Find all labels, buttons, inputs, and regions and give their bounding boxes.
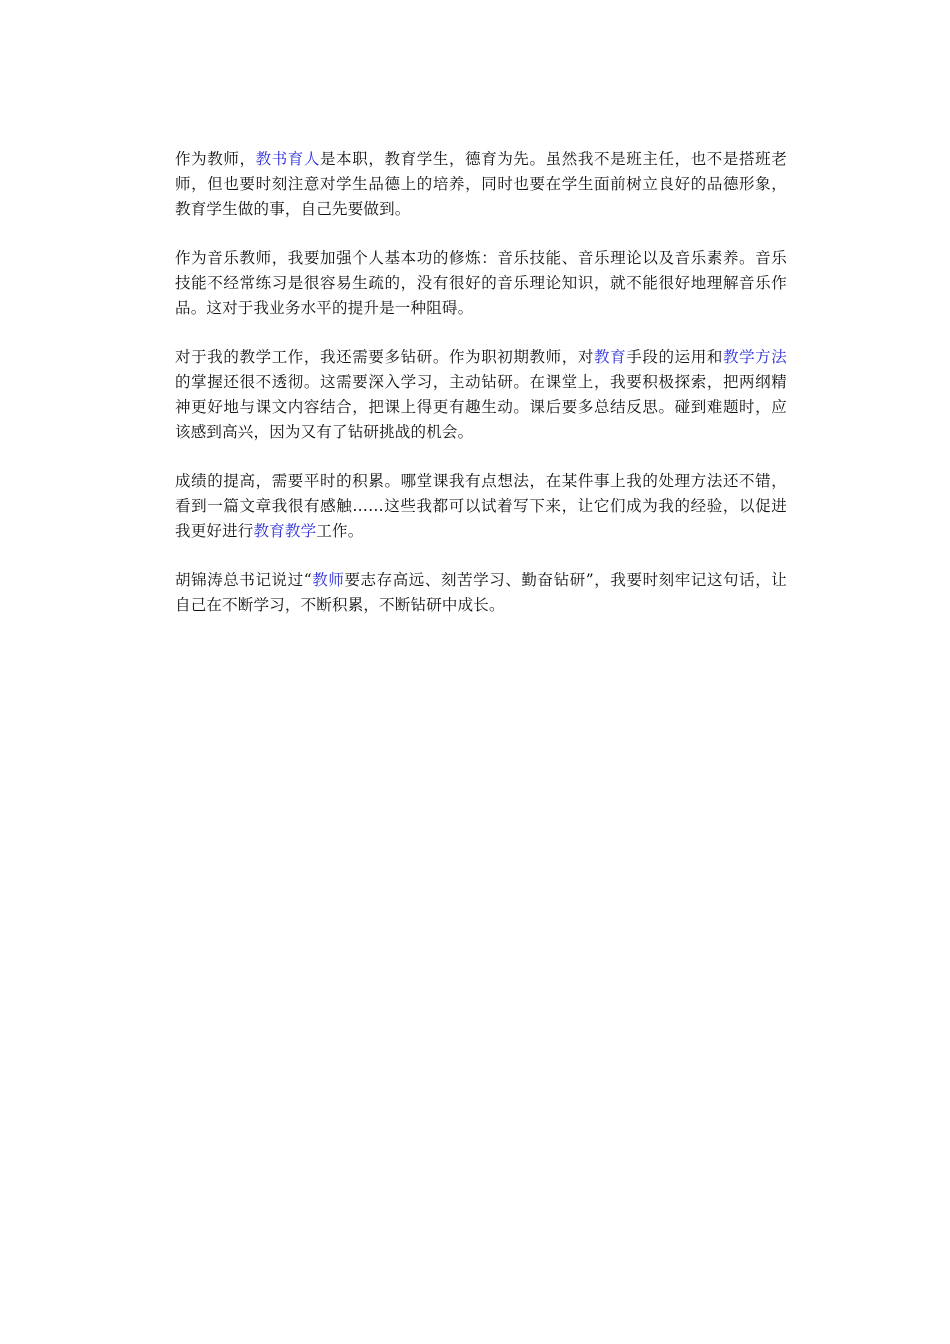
paragraph-4 [175,469,787,544]
link-jiaoyu[interactable]: 教育 [594,348,627,366]
link-jiaoshu-yuren[interactable]: 教书育人 [255,150,321,168]
text-span: 胡锦涛总书记说过“ [175,571,312,589]
link-jiaoshi[interactable]: 教师 [311,571,345,589]
text-span: 对于我的教学工作，我还需要多钻研。作为职初期教师，对 [175,348,595,366]
text-span: 工作。 [316,522,364,540]
text-span: 是本职，教育学生，德育为先。虽然我不是班主任，也不是搭班老师，但也要时刻注意对学生品德上的培养，同时也要在学生面前树立良好的品德形象，教育学生做的事，自己先要做到。 [175,150,787,218]
link-jiaoyu-jiaoxue[interactable]: 教育教学 [253,522,317,540]
text-span: 手段的运用和 [626,348,723,366]
text-span: 要志存高远、刻苦学习、勤奋钻研”，我要时刻牢记这句话，让自己在不断学习，不断积累，不断钻研中成长。 [175,571,787,614]
link-jiaoxue-fangfa[interactable]: 教学方法 [722,348,788,366]
text-span: 成绩的提高，需要平时的积累。哪堂课我有点想法，在某件事上我的处理方法还不错，看到一篇文章我很有感触……这些我都可以试着写下来，让它们成为我的经验，以促进我更好进行 [175,472,787,540]
paragraph-5 [175,568,787,618]
paragraph-1 [175,147,787,222]
text-span: 作为音乐教师，我要加强个人基本功的修炼：音乐技能、音乐理论以及音乐素养。音乐技能不经常练习是很容易生疏的，没有很好的音乐理论知识，就不能很好地理解音乐作品。这对于我业务水平的提升是一种阻碍。 [175,249,787,317]
document-body [175,147,787,642]
text-span: 作为教师， [175,150,256,168]
paragraph-3 [175,345,787,445]
paragraph-2 [175,246,787,321]
text-span: 的掌握还很不透彻。这需要深入学习，主动钻研。在课堂上，我要积极探索，把两纲精神更好地与课文内容结合，把课上得更有趣生动。课后要多总结反思。碰到难题时，应该感到高兴，因为又有了钻研挑战的机会。 [175,373,787,441]
